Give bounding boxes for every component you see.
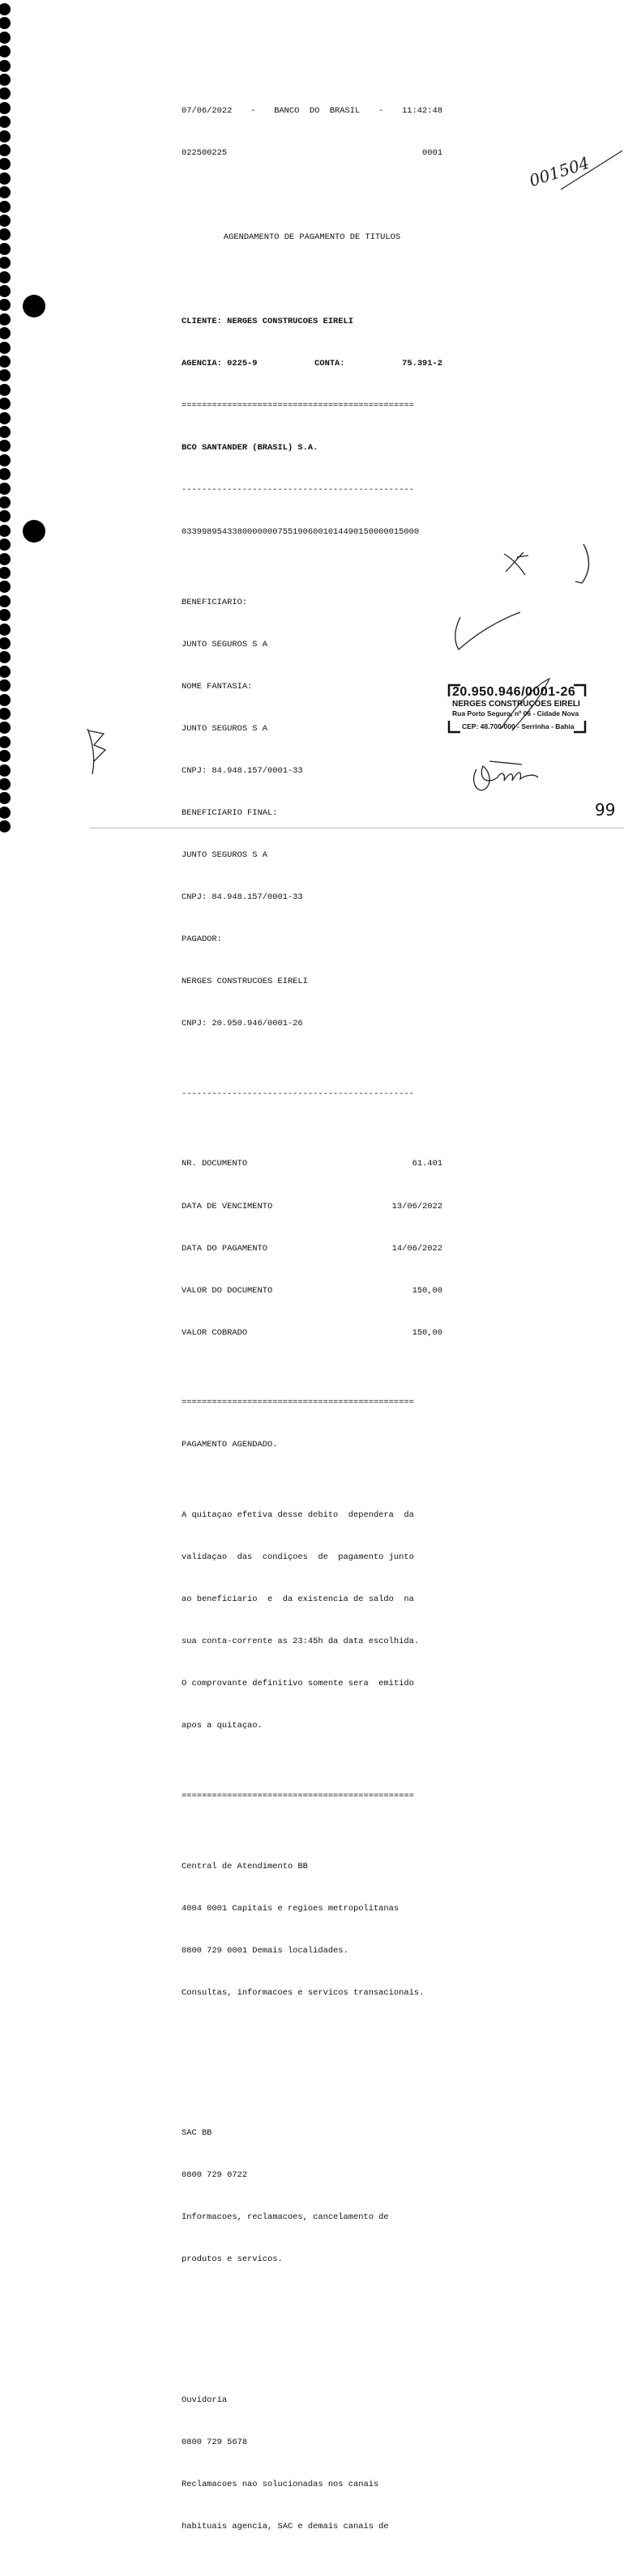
binder-hole: [0, 426, 11, 438]
binder-hole: [0, 369, 11, 381]
detail-row: [182, 1326, 442, 1340]
binder-hole: [0, 144, 11, 156]
notice-line: A quitaçao efetiva desse debito dependera da: [182, 1510, 414, 1521]
receipt-seq: 0001: [422, 147, 442, 158]
detail-value: 14/06/2022: [391, 1243, 442, 1254]
separator-double-3: ==============================================: [182, 1790, 414, 1801]
binder-hole: [0, 201, 11, 213]
receipt-sep2: -: [378, 105, 384, 116]
binder-hole: [0, 32, 11, 44]
ombudsman-block: [182, 2365, 442, 2562]
stamp-address: Rua Porto Seguro, nº 06 - Cidade Nova: [452, 709, 579, 717]
sac-line: 0800 729 0722: [182, 2170, 248, 2181]
binder-hole: [0, 595, 11, 607]
ombudsman-line: Reclamacoes nao solucionadas nos canais: [182, 2479, 379, 2489]
ombudsman-line: Ouvidoria: [182, 2395, 228, 2405]
party-line: BENEFICIARIO:: [182, 597, 248, 607]
client-line: CLIENTE: NERGES CONSTRUCOES EIRELI: [182, 316, 354, 326]
binder-hole: [0, 313, 11, 326]
party-line: JUNTO SEGUROS S A: [182, 723, 268, 734]
detail-value: 150,00: [412, 1327, 442, 1338]
detail-row: [182, 1242, 442, 1256]
receipt-bank-name: BANCO DO BRASIL: [274, 105, 361, 116]
handwritten-sheet-number: 001504: [527, 152, 592, 191]
party-line: CNPJ: 84.948.157/0001-33: [182, 765, 303, 776]
payment-status: PAGAMENTO AGENDADO.: [182, 1440, 278, 1450]
binder-hole: [0, 384, 11, 396]
separator-double-2: ==============================================: [182, 1398, 414, 1408]
binder-hole: [0, 539, 11, 551]
notice-line: O comprovante definitivo somente sera emitido: [182, 1679, 414, 1689]
binder-hole: [0, 327, 11, 339]
detail-value: 150,00: [412, 1285, 442, 1296]
detail-label: NR. DOCUMENTO: [182, 1159, 248, 1169]
separator-single-2: ----------------------------------------------: [182, 1088, 414, 1099]
binder-hole: [0, 454, 11, 466]
party-line: CNPJ: 84.948.157/0001-33: [182, 892, 303, 902]
binder-holes: [0, 0, 16, 829]
binder-hole: [0, 116, 11, 128]
party-line: PAGADOR:: [182, 934, 222, 944]
binder-hole: [0, 257, 11, 269]
binder-hole: [0, 764, 11, 777]
binder-hole: [0, 722, 11, 734]
binder-hole: [0, 581, 11, 593]
sheet-number-underline: [559, 147, 624, 196]
contact-line: Central de Atendimento BB: [182, 1861, 308, 1871]
binder-hole: [0, 356, 11, 368]
detail-label: VALOR DO DOCUMENTO: [182, 1285, 273, 1296]
agency: AGENCIA: 0225-9: [182, 358, 258, 368]
binder-hole: [0, 694, 11, 706]
detail-label: DATA DE VENCIMENTO: [182, 1201, 273, 1211]
binder-hole: [0, 567, 11, 579]
notice-line: apos a quitaçao.: [182, 1721, 263, 1731]
separator-single-1: ----------------------------------------------: [182, 484, 414, 495]
binder-hole: [0, 553, 11, 565]
binder-hole: [0, 186, 11, 198]
account-number: 75.391-2: [402, 358, 442, 368]
barcode-number: 03399895433800000007551906001014490150000015000: [182, 527, 420, 537]
receipt-code: 022500225: [182, 147, 228, 158]
binder-hole: [0, 651, 11, 663]
party-line: JUNTO SEGUROS S A: [182, 639, 268, 649]
handwritten-signature: [465, 753, 543, 798]
notice-block: [182, 1480, 442, 1761]
sac-line: Informacoes, reclamacoes, cancelamento de: [182, 2212, 389, 2223]
binder-hole: [0, 792, 11, 804]
binder-hole: [0, 510, 11, 522]
detail-label: VALOR COBRADO: [182, 1327, 248, 1338]
binder-hole: [0, 74, 11, 86]
binder-hole: [0, 271, 11, 283]
binder-hole: [0, 172, 11, 185]
binder-hole: [0, 624, 11, 636]
contact-block: [182, 1832, 442, 2029]
binder-hole: [0, 130, 11, 143]
binder-hole: [0, 158, 11, 170]
notice-line: validaçao das condiçoes de pagamento junto: [182, 1552, 414, 1563]
binder-hole: [0, 3, 11, 15]
sac-line: SAC BB: [182, 2128, 212, 2139]
details-block: [182, 1130, 442, 1369]
receipt-time: 11:42:48: [402, 105, 442, 116]
binder-hole: [0, 637, 11, 649]
detail-value: 13/06/2022: [391, 1201, 442, 1211]
binder-hole: [0, 496, 11, 509]
binder-hole: [0, 807, 11, 819]
binder-hole: [0, 342, 11, 354]
detail-label: DATA DO PAGAMENTO: [182, 1243, 268, 1254]
handwritten-initials-left: [84, 726, 109, 777]
notice-line: sua conta-corrente as 23:45h da data escolhida.: [182, 1637, 420, 1647]
sac-block: [182, 2099, 442, 2296]
party-line: NERGES CONSTRUCOES EIRELI: [182, 977, 308, 986]
payment-receipt: [182, 76, 442, 2576]
receipt-sep1: -: [250, 105, 256, 116]
agency-account-line: [182, 357, 442, 371]
binder-hole: [0, 609, 11, 621]
binder-hole: [0, 243, 11, 255]
separator-double-1: ==============================================: [182, 400, 414, 411]
receipt-header-line1: [182, 104, 442, 118]
contact-line: Consultas, informacoes e servicos transacionais.: [182, 1987, 425, 1998]
binder-hole: [0, 708, 11, 720]
receipt-title: AGENDAMENTO DE PAGAMENTO DE TITULOS: [223, 232, 401, 242]
binder-hole: [0, 228, 11, 241]
binder-hole: [0, 299, 11, 311]
handwritten-page-number: 99: [595, 800, 616, 820]
detail-row: [182, 1284, 442, 1298]
stamp-cnpj: 20.950.946/0001-26: [452, 685, 576, 699]
binder-hole: [0, 468, 11, 480]
ombudsman-line: habituais agencia, SAC e demais canais de: [182, 2521, 389, 2531]
detail-row: [182, 1200, 442, 1214]
detail-row: [182, 1157, 442, 1171]
handwritten-mark-x: [501, 547, 533, 580]
binder-hole: [0, 45, 11, 57]
contact-line: 4004 0001 Capitais e regioes metropolitanas: [182, 1903, 400, 1914]
party-line: JUNTO SEGUROS S A: [182, 849, 268, 860]
ombudsman-line: 0800 729 5678: [182, 2437, 248, 2447]
binder-hole: [0, 525, 11, 537]
sac-line: produtos e servicos.: [182, 2255, 283, 2265]
destination-bank: BCO SANTANDER (BRASIL) S.A.: [182, 442, 318, 453]
binder-hole: [0, 412, 11, 424]
punch-hole-lower: [23, 520, 45, 543]
binder-hole: [0, 398, 11, 410]
stamp-cep: CEP: 48.700-000 - Serrinha - Bahia: [462, 722, 575, 730]
receipt-header-line2: [182, 147, 442, 160]
party-line: NOME FANTASIA:: [182, 681, 253, 692]
binder-hole: [0, 87, 11, 100]
binder-hole: [0, 736, 11, 748]
binder-hole: [0, 679, 11, 692]
company-stamp: [444, 680, 590, 735]
binder-hole: [0, 666, 11, 678]
binder-hole: [0, 778, 11, 790]
binder-hole: [0, 750, 11, 762]
punch-hole-upper: [23, 295, 45, 317]
party-line: BENEFICIARIO FINAL:: [182, 807, 278, 818]
binder-hole: [0, 820, 11, 832]
handwritten-mark-parenthesis: [567, 541, 600, 590]
binder-hole: [0, 440, 11, 452]
notice-line: ao beneficiario e da existencia de saldo na: [182, 1595, 414, 1605]
binder-hole: [0, 483, 11, 495]
binder-hole: [0, 102, 11, 114]
detail-value: 61.401: [412, 1159, 442, 1169]
account-label: CONTA:: [314, 358, 345, 368]
receipt-date: 07/06/2022: [182, 105, 233, 116]
binder-hole: [0, 17, 11, 29]
contact-line: 0800 729 0001 Demais localidades.: [182, 1945, 348, 1956]
handwritten-checkmark: [449, 609, 522, 654]
parties-block: [182, 568, 442, 1059]
stamp-company-name: NERGES CONSTRUÇOES EIRELI: [452, 700, 580, 709]
party-line: CNPJ: 20.950.946/0001-26: [182, 1019, 303, 1029]
binder-hole: [0, 285, 11, 297]
binder-hole: [0, 215, 11, 227]
binder-hole: [0, 60, 11, 72]
